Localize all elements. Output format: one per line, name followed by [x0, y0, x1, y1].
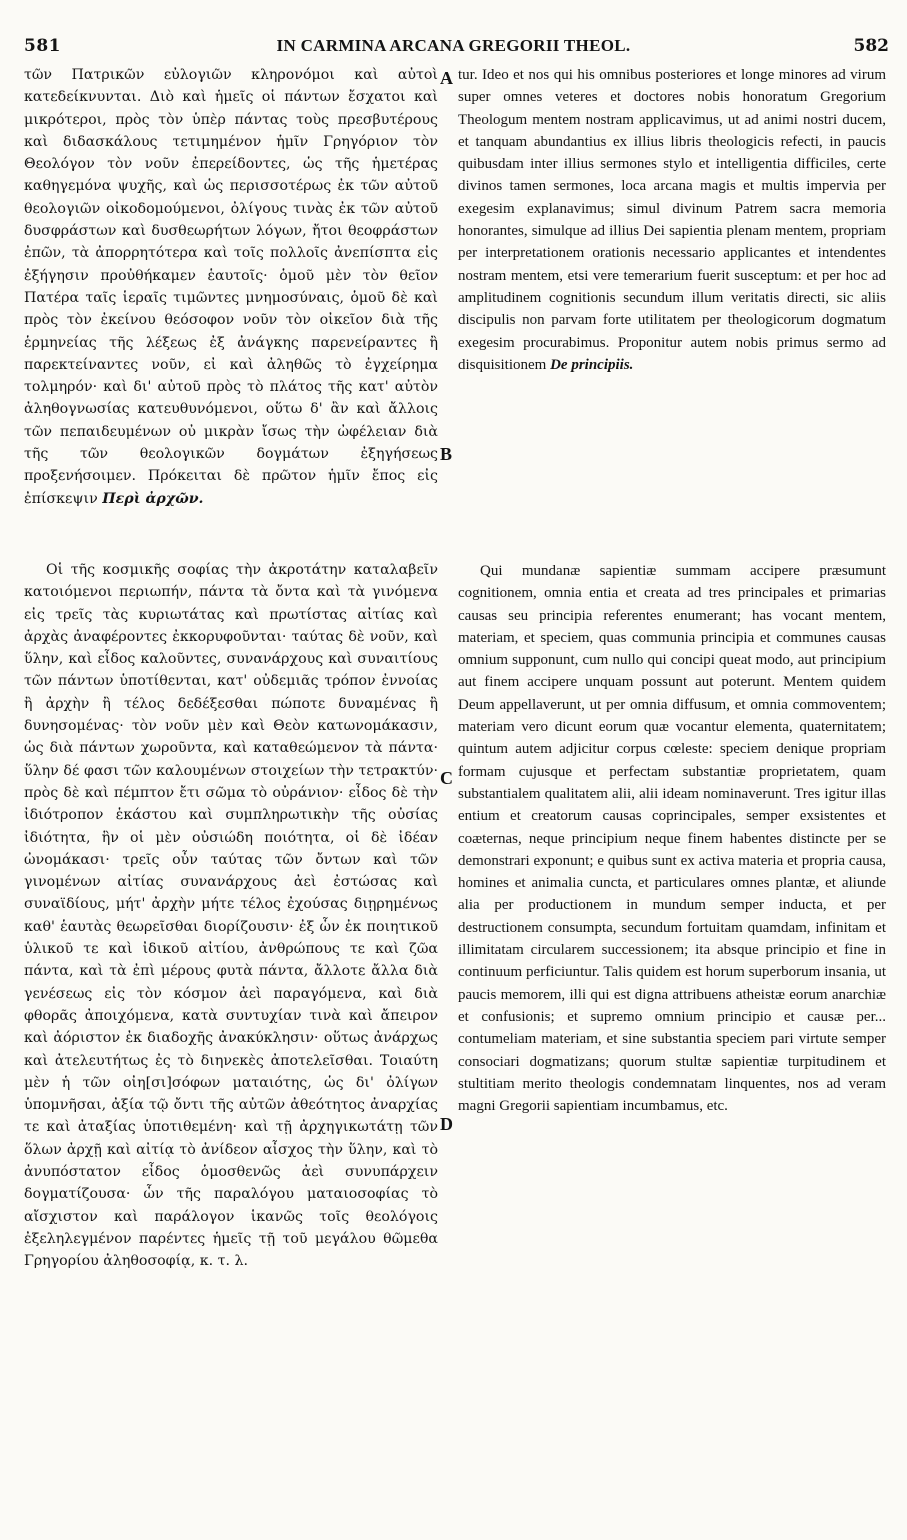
latin-upper-paragraph [458, 64, 886, 376]
greek-upper-paragraph [24, 64, 438, 510]
greek-upper-text: τῶν Πατρικῶν εὐλογιῶν κληρονόμοι καὶ αὐτοὶ κατεδείκνυνται. Διὸ καὶ ἡμεῖς οἱ πάντων ἔσχατοι καὶ μικρότεροι, πρὸς τὸν ὑπὲρ πάντας τοὺς πρεσβυτέρους καὶ διδασκάλους τετιμημένον ἡμῖν Γρηγόριον τὸν Θεολόγον τὸν νοῦν ἐπερείδοντες, ὡς τῆς ἡμετέρας καθηγεμόνα ψυχῆς, καὶ ὡς περισσοτέρως ἐκ τῶν αὐτοῦ θεολογιῶν οἰκοδομούμενοι, ὀλίγους τινὰς ἐκ τῶν αὐτοῦ δυσφράστων καὶ δυσθεωρήτων λόγων, ἤτοι θεοφράστων ἐπῶν, τὰ ἀπορρητότερα καὶ τοῖς πολλοῖς ἀνεπίσπτα εἰς ἐξήγησιν προὐθήκαμεν ἑαυτοῖς· ὁμοῦ μὲν τὸν θεῖον Πατέρα ταῖς ἱεραῖς τιμῶντες μνημοσύναις, ὁμοῦ δὲ καὶ πρὸς τὸν ἐκείνου θεόσοφον νοῦν τὸν οἰκεῖον διὰ τῆς ἑρμηνείας τῆς λέξεως ἐξ ἀνάγκης παρενείραντες ἢ παρεκτείναντες νοῦν, εἰ καὶ ἀληθῶς τὸ ἐγχείρημα τολμηρόν· καὶ δι' αὐτοῦ πρὸς τὸ πλάτος τῆς κατ' αὐτὸν ἀληθογνωσίας κατευθυνόμενοι, οὕτω δ' ἂν καὶ ἄλλοις τῶν πεπαιδευμένων οὐ μικρὰν ἴσως τὴν ὠφέλειαν διὰ τῆς τῶν θεολογικῶν δογμάτων ἐξηγήσεως προξενήσοιμεν. Πρόκειται δὲ πρῶτον ἡμῖν ἔπος εἰς ἐπίσκεψιν [24, 67, 438, 507]
running-title: IN CARMINA ARCANA GREGORII THEOL. [276, 36, 631, 55]
greek-upper-title: Περὶ ἀρχῶν. [102, 490, 204, 507]
latin-column-upper [458, 64, 886, 376]
latin-upper-text: tur. Ideo et nos qui his omnibus posteriores et longe minores ad virum super omnes veteres et doctores nobis honoratum Gregorium Theologum mentem nostram applicavimus, ut ad animi nostri ducem, et tanquam abundantius ex illius libris theologicis refecti, in paucis quibusdam inter illius sermones stylo et intelligentia difficiles, certe divinos tamen sermones, loca arcana magis et multis impervia per exegesim explanavimus; simul divinum Patrem sacra memoria honorantes, simulque ad illius Dei sapientia plenam mentem, propriam per interpretationem orationis necessario applicantes et intendentes nostram mentem, etsi vere temerarium fuerit susceptum: et per hoc ad amplitudinem cognitionis secundum illum veritatis directi, sic aliis discipulis non parvam forte utilitatem per theologicorum dogmatum exegesim procurabimus. Proponitur autem nobis primus sermo ad disquisitionem [458, 67, 886, 373]
greek-column-upper [24, 64, 438, 510]
margin-marker-c: C [440, 768, 453, 788]
latin-upper-title: De principiis. [550, 356, 634, 373]
margin-marker-b: B [440, 444, 453, 464]
greek-column-lower [24, 559, 438, 1273]
latin-column-lower [458, 560, 886, 1117]
page-number-left: 581 [24, 36, 61, 56]
margin-marker-d: D [440, 1114, 453, 1134]
greek-lower-paragraph: Οἱ τῆς κοσμικῆς σοφίας τὴν ἀκροτάτην καταλαβεῖν κατοιόμενοι περιωπήν, πάντα τὰ ὄντα καὶ τὰ γινόμενα εἰς τρεῖς τὰς κυριωτάτας καὶ πρωτίστας αἰτίας καὶ ἀρχὰς ἀναφέροντες ἐκκορυφοῦνται· ταύτας δὲ νοῦν, καὶ ὕλην, καὶ εἶδος καλοῦντες, συνανάρχους καὶ συναιτίους τῶν πάντων ὑποτίθενται, κατ' οὐδεμιᾶς τρόπον ἐννοίας ἢ ἀρχὴν ἢ τέλος δεδέξεσθαι πώποτε δυναμένας ἢ δυνησομένας· τὸν νοῦν μὲν καὶ Θεὸν κατωνομάκασιν, ὡς διὰ πάντων χωροῦντα, καὶ καταθεώμενον τὰ πάντα· ὕλην δέ φασι τῶν καλουμένων στοιχείων τὴν τετρακτύν· πρὸς δὲ καὶ πέμπτον ἔτι σῶμα τὸ οὐράνιον· εἶδος δὲ τὴν ἰδιότροπον ἑκάστου καὶ συμπληρωτικὴν τῆς οὐσίας ἰδιότητα, ἣν οἱ μὲν οὐσιώδη ποιότητα, οἱ δὲ ἰδέαν ὠνομάκασι· τρεῖς οὖν ταύτας τῶν ὄντων καὶ τῶν γινομένων αἰτίας συνανάρχους ἀεὶ ἐστώσας καὶ συναϊδίους, μήτ' ἀρχὴν μήτε τέλος ἐχούσας διῃρημένως καθ' ἑαυτὰς θεωρεῖσθαι διορίζουσιν· ἐξ ὧν ἐκ ποιητικοῦ ὑλικοῦ τε καὶ ἰδικοῦ αἰτίου, ἀνθρώπους τε καὶ ζῶα πάντα, καὶ τὰ ἐπὶ μέρους φυτὰ πάντα, ἄλλοτε ἄλλα διὰ γενέσεως εἰς τὸν κόσμον ἀεὶ παραγόμενα, καὶ διὰ φθορᾶς ἀποιχόμενα, κατὰ συντυχίαν τινὰ καὶ ἄπειρον καὶ ἀόριστον ἐκ διαδοχῆς ἀνακύκλησιν· οὕτως ἀνάρχως καὶ ἀτελευτήτως ἐς τὸ διηνεκὲς ἀποτελεῖσθαι. Τοιαύτη μὲν ἡ τῶν οἰη[σι]σόφων ματαιότης, ὡς δι' ὀλίγων ὑπομνῆσαι, ἀξία τῷ ὄντι τῆς αὐτῶν ἀθεότητος ἀναρχίας τε καὶ ἀταξίας ὑποτιθεμένη· καὶ τῇ ἀρχηγικωτάτῃ τῶν ὅλων ἀρχῇ καὶ αἰτίᾳ τὸ ἀνίδεον αἶσχος τὴν ὕλην, καὶ τὸ ἀνυπόστατον εἶδος ὁμοσθενῶς ἀεὶ συνυπάρχειν δογματίζουσα· ὧν τῆς παραλόγου ματαιοσοφίας τὸ αἴσχιστον καὶ παράλογον ἱκανῶς τοῖς θεολόγοις ἐξεληλεγμένον παρέντες ἡμεῖς τῇ τοῦ μεγάλου θῶμεθα Γρηγορίου ἀληθοσοφίᾳ, κ. τ. λ. [24, 562, 438, 1270]
page-header [0, 22, 907, 62]
latin-lower-paragraph: Qui mundanæ sapientiæ summam accipere præsumunt cognitionem, omnia entia et creata ad tres principales et primarias causas seu principia referentes enumerant; has vocant mentem, materiam, et speciem, quas communia principia et communes causas omnium supponunt, cum nullo qui concipi queat modo, aut principium aut finem accipere unquam possunt aut poterunt. Mentem quidem Deum appellaverunt, ut per omnia diffusum, et omnia commoventem; materiam vero dicunt eorum quæ vocantur elementa, quaternitatem; quintum autem adjicitur corpus cœleste: speciem denique propriam formam cujusque et perfectam substantiæ proprietatem, quam substantialem qualitatem alii, alii ideam nominaverunt. Tres igitur illas entium et creatorum causas coprincipales, semper exsistentes et coæternas, neque principium neque finem habentes distincte per se demonstrari exponunt; e quibus sunt ex activa materia et propria causa, homines et animalia cuncta, et particulares omnes plantæ, et aliunde alia per productionem in mundum semper inducta, et per destructionem consumpta, secundum fortuitam quamdam, infinitam et illimitatam circularem successionem; ita absque principio et fine in continuum perficiuntur. Talis quidem est horum superborum insania, ut paucis memorem, illi qui est digna attribuens atheistæ eorum anarchiæ et confusionis; et supremo omnium principio et causæ per... contumeliam materiam, et sine substantia speciem pari virtute semper consociari dogmatizans; quorum stultæ sapientiæ turpitudinem et stultitiam merito theologis condemnatam linquentes, nos ad veram magni Gregorii sapientiam incumbamus, etc. [458, 563, 886, 1115]
margin-marker-a: A [440, 68, 453, 88]
page-number-right: 582 [853, 36, 889, 56]
